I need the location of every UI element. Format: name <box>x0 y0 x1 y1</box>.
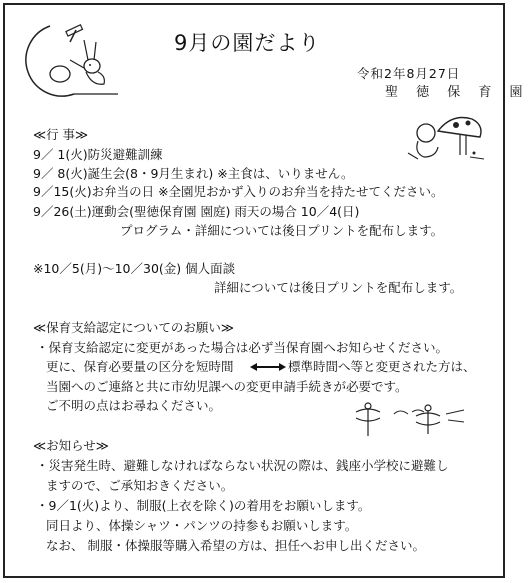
certification-line: ・保育支給認定に変更があった場合は必ず当保育園へお知らせください。 <box>36 340 449 355</box>
certification-line: 更に、保育必要量の区分を短時間 <box>46 359 234 374</box>
certification-line: ご不明の点はお尋ねください。 <box>46 398 222 413</box>
event-item: 9／15(火)お弁当の日 ※全園児おかず入りのお弁当を持たせてください。 <box>33 184 444 199</box>
events-heading: ≪行 事≫ <box>33 127 89 142</box>
certification-heading: ≪保育支給認定についてのお願い≫ <box>33 320 234 335</box>
interview-line: ※10／5(月)～10／30(金) 個人面談 <box>33 261 236 276</box>
event-item: プログラム・詳細については後日プリントを配布します。 <box>120 223 444 238</box>
page-title: 9月の園だより <box>174 31 321 55</box>
notice-line: ・9／1(火)より、制服(上衣を除く)の着用をお願いします。 <box>36 498 371 513</box>
certification-line: 当園へのご連絡と共に市幼児課への変更申請手続きが必要です。 <box>46 379 408 394</box>
organization-name: 聖 徳 保 育 園 <box>385 85 530 100</box>
notice-line: なお、 制服・体操服等購入希望の方は、担任へお申し出ください。 <box>46 538 425 553</box>
notice-line: ますので、ご承知おきください。 <box>46 478 234 493</box>
dragonflies-illustration <box>338 400 468 440</box>
interview-detail: 詳細については後日プリントを配布します。 <box>214 280 463 295</box>
event-item: 9／ 1(火)防災避難訓練 <box>33 147 163 162</box>
notice-line: 同日より、体操シャツ・パンツの持参もお願いします。 <box>46 518 358 533</box>
issue-date: 令和2年8月27日 <box>357 66 461 81</box>
event-item: 9／26(土)運動会(聖徳保育園 園庭) 雨天の場合 10／4(日) <box>33 204 360 219</box>
double-arrow-icon <box>250 362 286 372</box>
mushroom-child-illustration <box>404 113 486 165</box>
notice-line: ・災害発生時、避難しなければならない状況の際は、銭座小学校に避難し <box>36 458 449 473</box>
rabbit-moon-illustration <box>30 20 126 100</box>
notices-heading: ≪お知らせ≫ <box>33 438 109 453</box>
certification-line: 標準時間へ等と変更された方は、 <box>288 359 476 374</box>
event-item: 9／ 8(火)誕生会(8・9月生まれ) ※主食は、いりません。 <box>33 166 354 181</box>
